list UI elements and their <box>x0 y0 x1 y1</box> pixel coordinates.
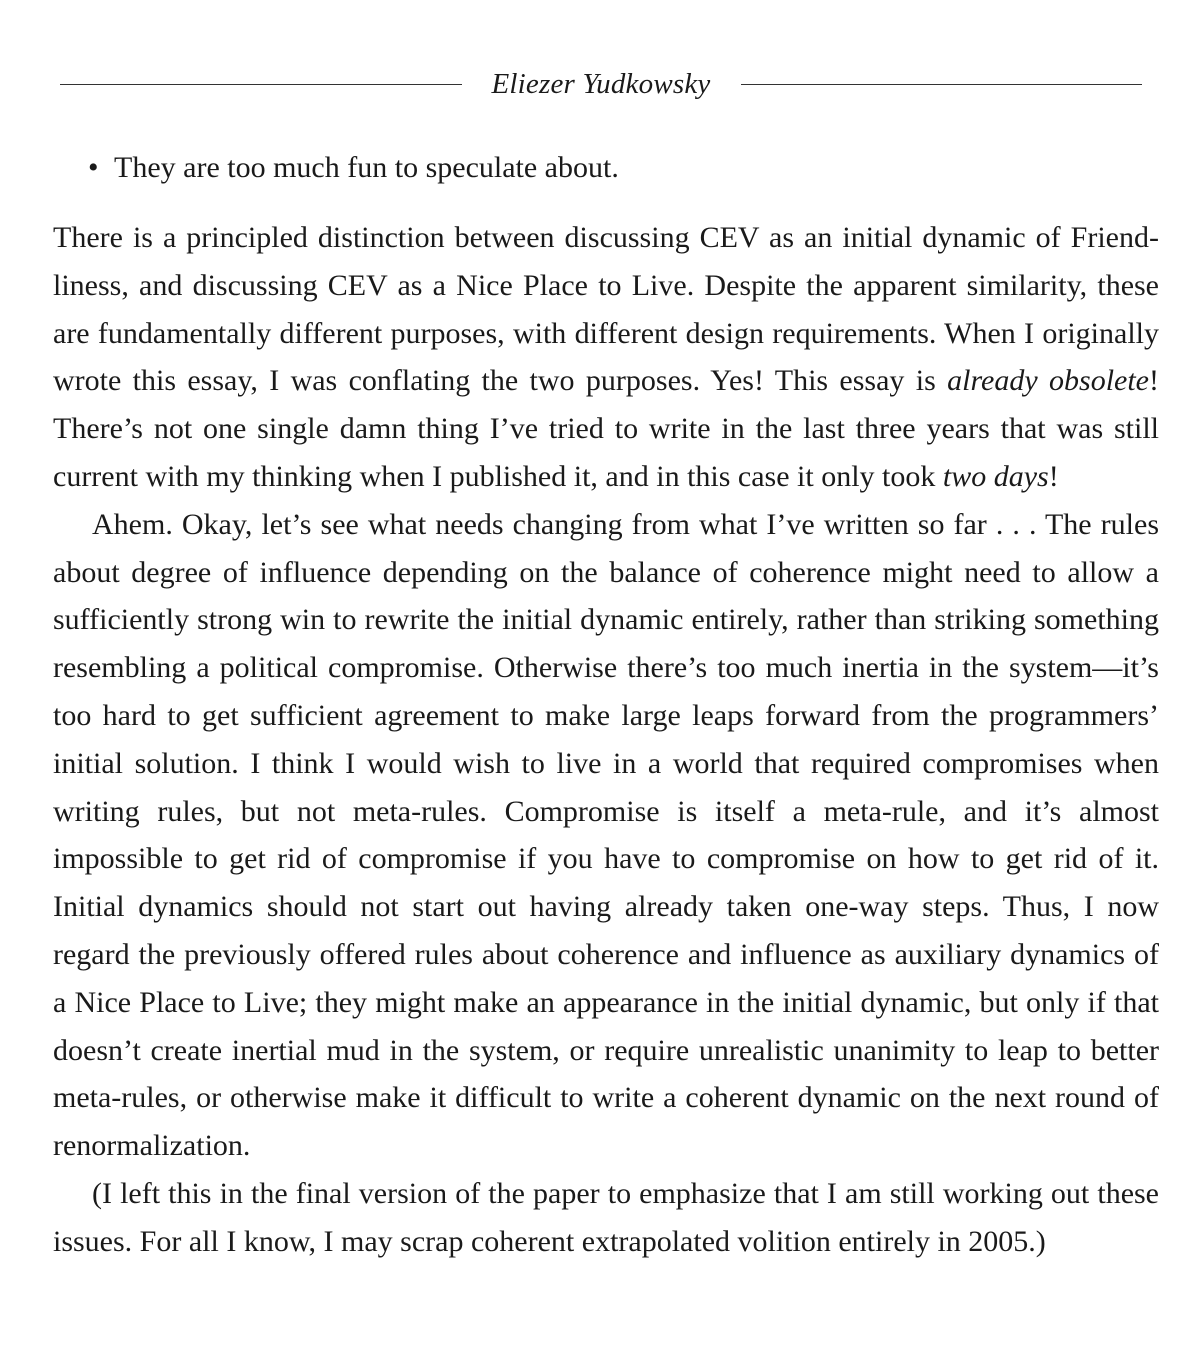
bullet-list-item <box>88 146 619 190</box>
bullet-text: They are too much fun to speculate about. <box>114 151 619 184</box>
emphasis-already-obsolete: already obsolete <box>947 364 1149 398</box>
emphasis-two-days: two days <box>942 459 1049 493</box>
paragraph-1-part-1: There is a principled distinction between discussing CEV as an initial dynamic of Friendliness, and discussing CEV as a Nice Place to Live. Despite the apparent similarity, these are fundamentally different purposes, with different design requirements. When I originally wrote this essay, I was conflating the two purposes. Yes! This essay is <box>53 221 1159 398</box>
bullet-marker: • <box>88 151 99 184</box>
header-rule-right <box>741 84 1143 85</box>
header-rule-left <box>60 84 462 85</box>
paragraph-3: (I left this in the final version of the paper to emphasize that I am still working out these issues. For all I know, I may scrap coherent extrapolated volition entirely in 2005.) <box>53 1176 1159 1258</box>
paragraph-1-part-2: ! There’s not one single damn thing I’ve tried to write in the last three years that was still current with my thinking when I published it, and in this case it only took <box>53 364 1159 493</box>
paragraph-2: Ahem. Okay, let’s see what needs changing from what I’ve written so far . . . The rules about degree of influence depending on the balance of coherence might need to allow a sufficiently strong win to rewrite the initial dynamic entirely, rather than striking something resembling a political compromise. Otherwise there’s too much inertia in the system—it’s too hard to get sufficient agreement to make large leaps forward from the programmers’ initial solution. I think I would wish to live in a world that required compromises when writing rules, but not meta-rules. Compromise is itself a meta-rule, and it’s almost impossible to get rid of compromise if you have to compromise on how to get rid of it. Initial dynamics should not start out having already taken one-way steps. Thus, I now regard the previously offered rules about coherence and influence as auxiliary dynamics of a Nice Place to Live; they might make an appearance in the initial dynamic, but only if that doesn’t create inertial mud in the system, or require unrealistic unanimity to leap to better meta-rules, or otherwise make it difficult to write a coherent dynamic on the next round of renormalization. <box>53 507 1159 1163</box>
running-head <box>60 66 1142 102</box>
body-text <box>53 214 1159 1266</box>
paragraph-1-part-3: ! <box>1048 459 1059 493</box>
header-author: Eliezer Yudkowsky <box>491 67 711 100</box>
paragraph-1 <box>53 214 1159 501</box>
